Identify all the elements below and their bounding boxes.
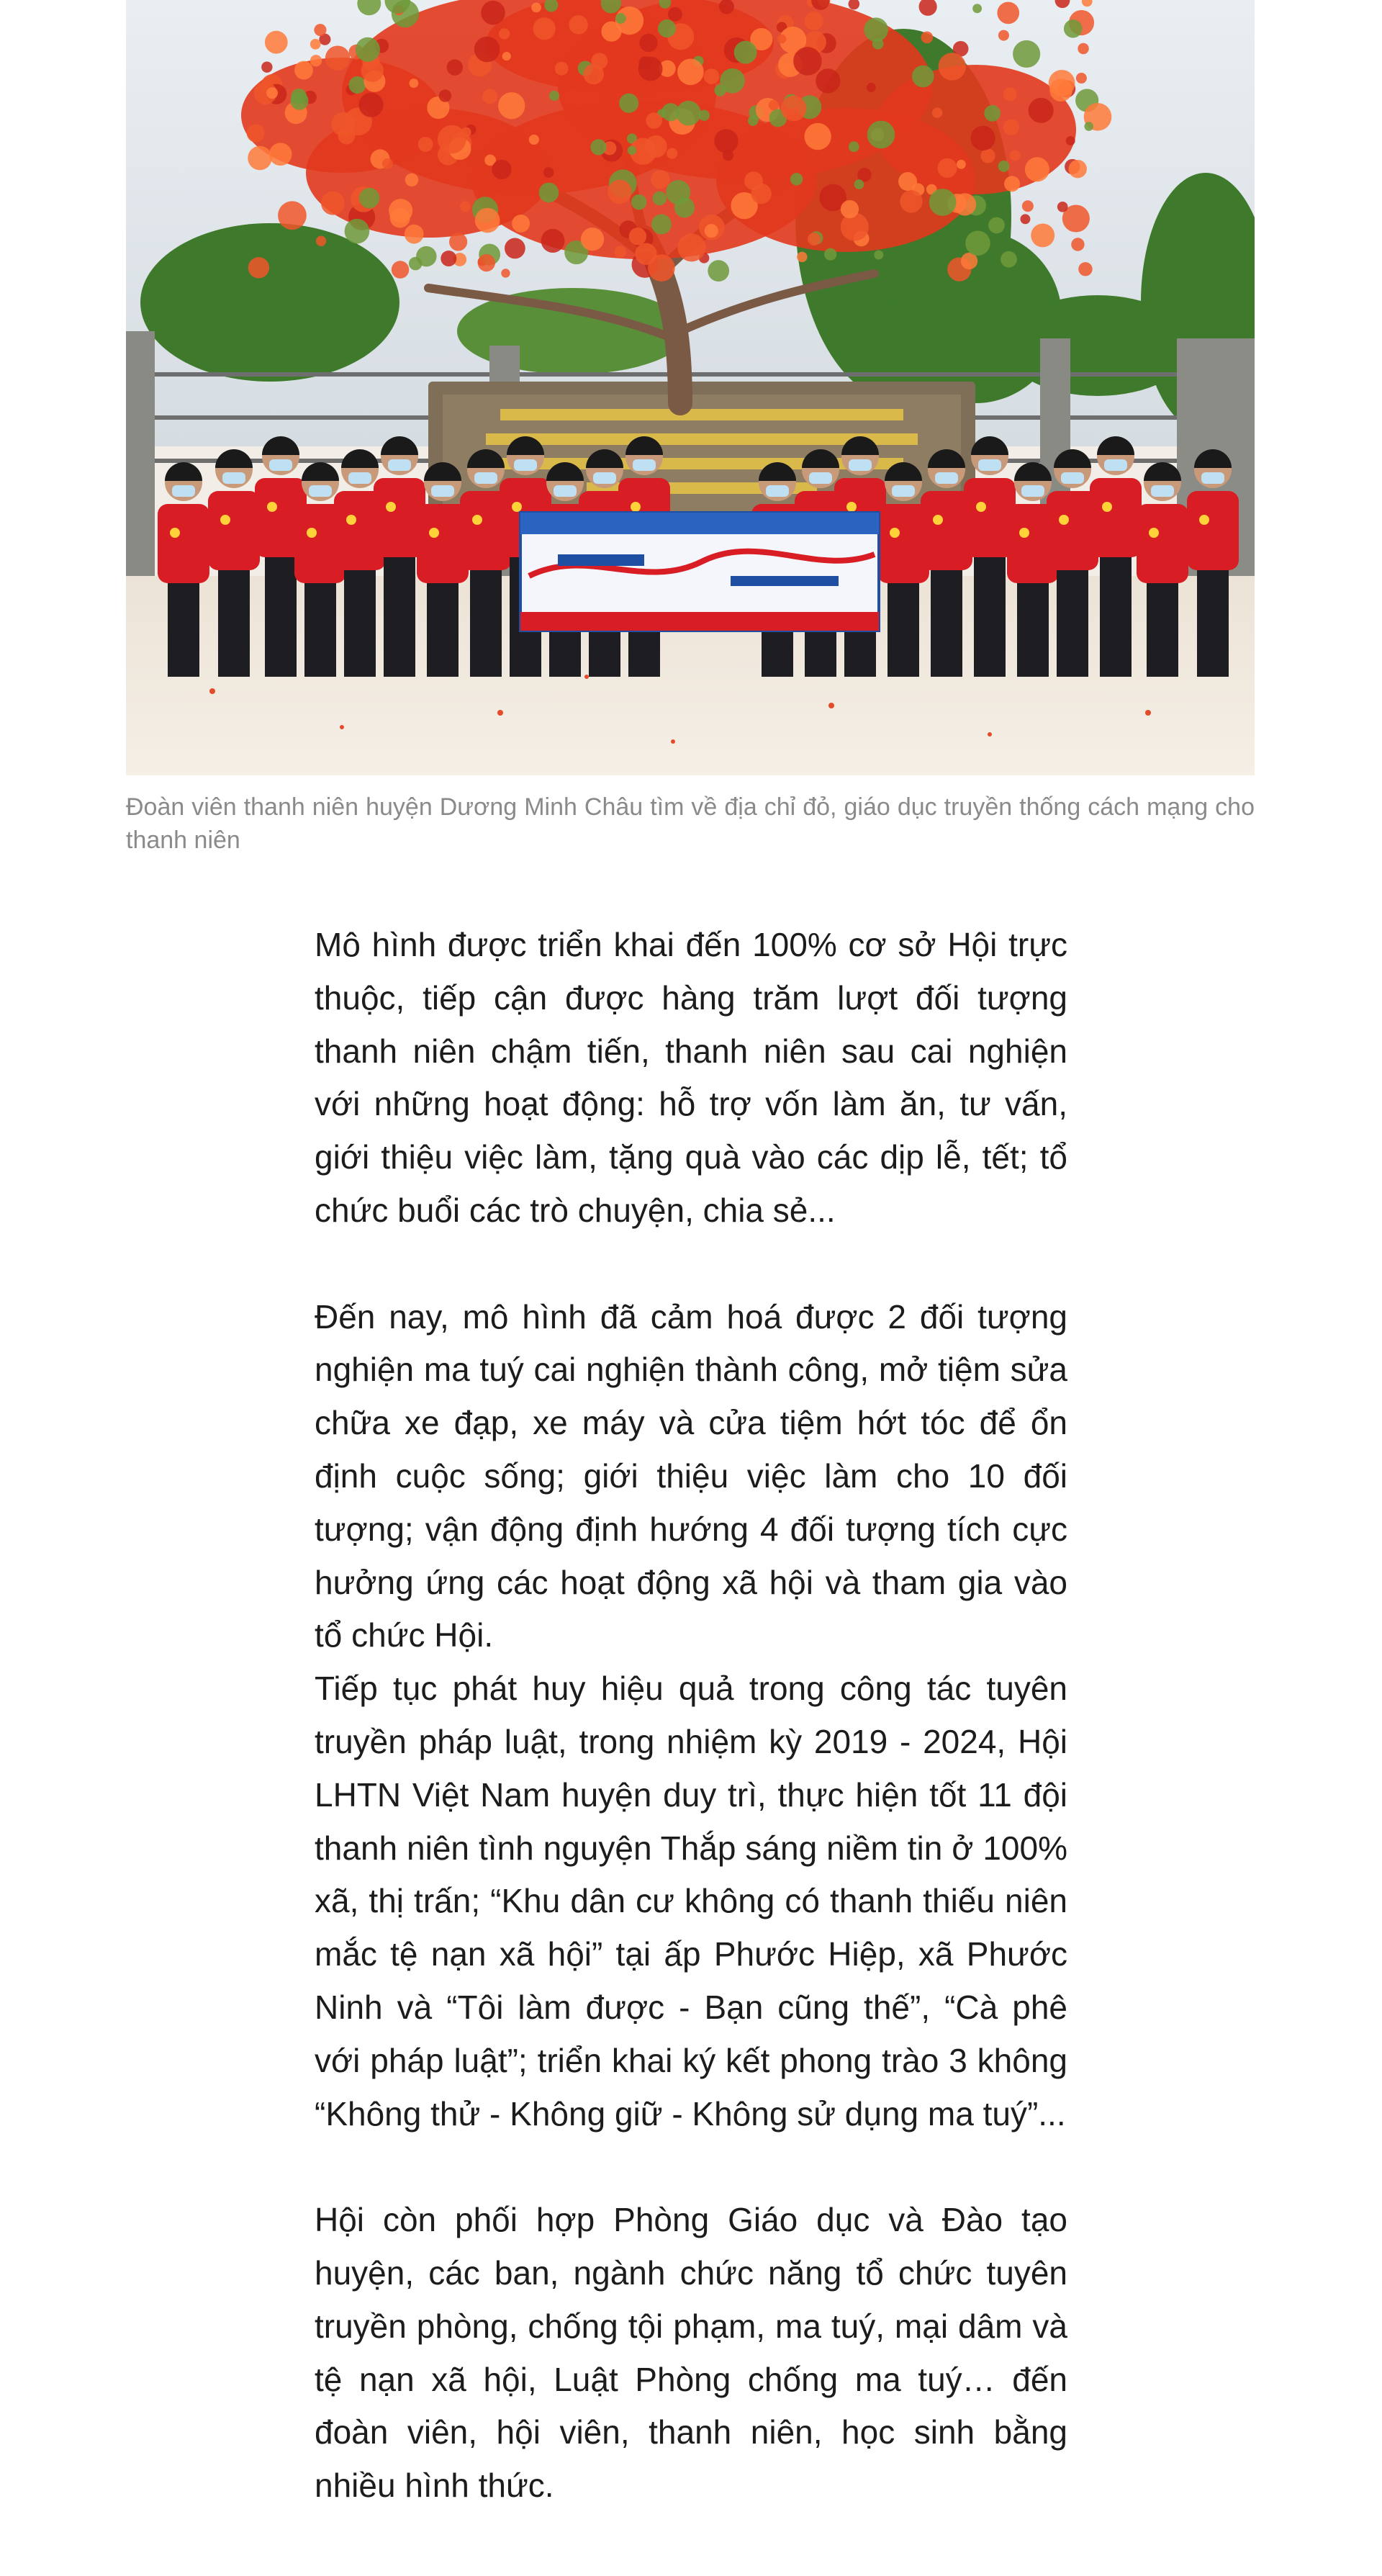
article-photo bbox=[126, 0, 1255, 775]
paragraph-4: Hội còn phối hợp Phòng Giáo dục và Đào tạo huyện, các ban, ngành chức năng tổ chức tuyên truyền phòng, chống tội phạm, ma tuý, mại dâm và tệ nạn xã hội, Luật Phòng chống ma tuý… đến đoàn viên, hội viên, thanh niên, học sinh bằng nhiều hình thức. bbox=[315, 2201, 1067, 2505]
left-pillar bbox=[126, 331, 155, 576]
paragraph-2: Đến nay, mô hình đã cảm hoá được 2 đối tượng nghiện ma tuý cai nghiện thành công, mở tiệm sửa chữa xe đạp, xe máy và cửa tiệm hớt tóc để ổn định cuộc sống; giới thiệu việc làm cho 10 đối tượng; vận động định hướng 4 đối tượng tích cực hưởng ứng các hoạt động xã hội và tham gia vào tổ chức Hội. bbox=[315, 1297, 1067, 1654]
paragraph-1: Mô hình được triển khai đến 100% cơ sở Hội trực thuộc, tiếp cận được hàng trăm lượt đối tượng thanh niên chậm tiến, thanh niên sau cai nghiện với những hoạt động: hỗ trợ vốn làm ăn, tư vấn, giới thiệu việc làm, tặng quà vào các dịp lễ, tết; tổ chức buổi các trò chuyện, chia sẻ... bbox=[315, 926, 1067, 1229]
group-photo-image bbox=[126, 0, 1255, 775]
article-body bbox=[315, 919, 1067, 2513]
banner bbox=[520, 513, 879, 631]
paragraph-3: Tiếp tục phát huy hiệu quả trong công tác tuyên truyền pháp luật, trong nhiệm kỳ 2019 - 2024, Hội LHTN Việt Nam huyện duy trì, thực hiện tốt 11 đội thanh niên tình nguyện Thắp sáng niềm tin ở 100% xã, thị trấn; “Khu dân cư không có thanh thiếu niên mắc tệ nạn xã hội” tại ấp Phước Hiệp, xã Phước Ninh và “Tôi làm được - Bạn cũng thế”, “Cà phê với pháp luật”; triển khai ký kết phong trào 3 không “Không thử - Không giữ - Không sử dụng ma tuý”... bbox=[315, 1670, 1067, 2133]
photo-caption: Đoàn viên thanh niên huyện Dương Minh Châu tìm về địa chỉ đỏ, giáo dục truyền thống cách mạng cho thanh niên bbox=[126, 793, 1255, 854]
